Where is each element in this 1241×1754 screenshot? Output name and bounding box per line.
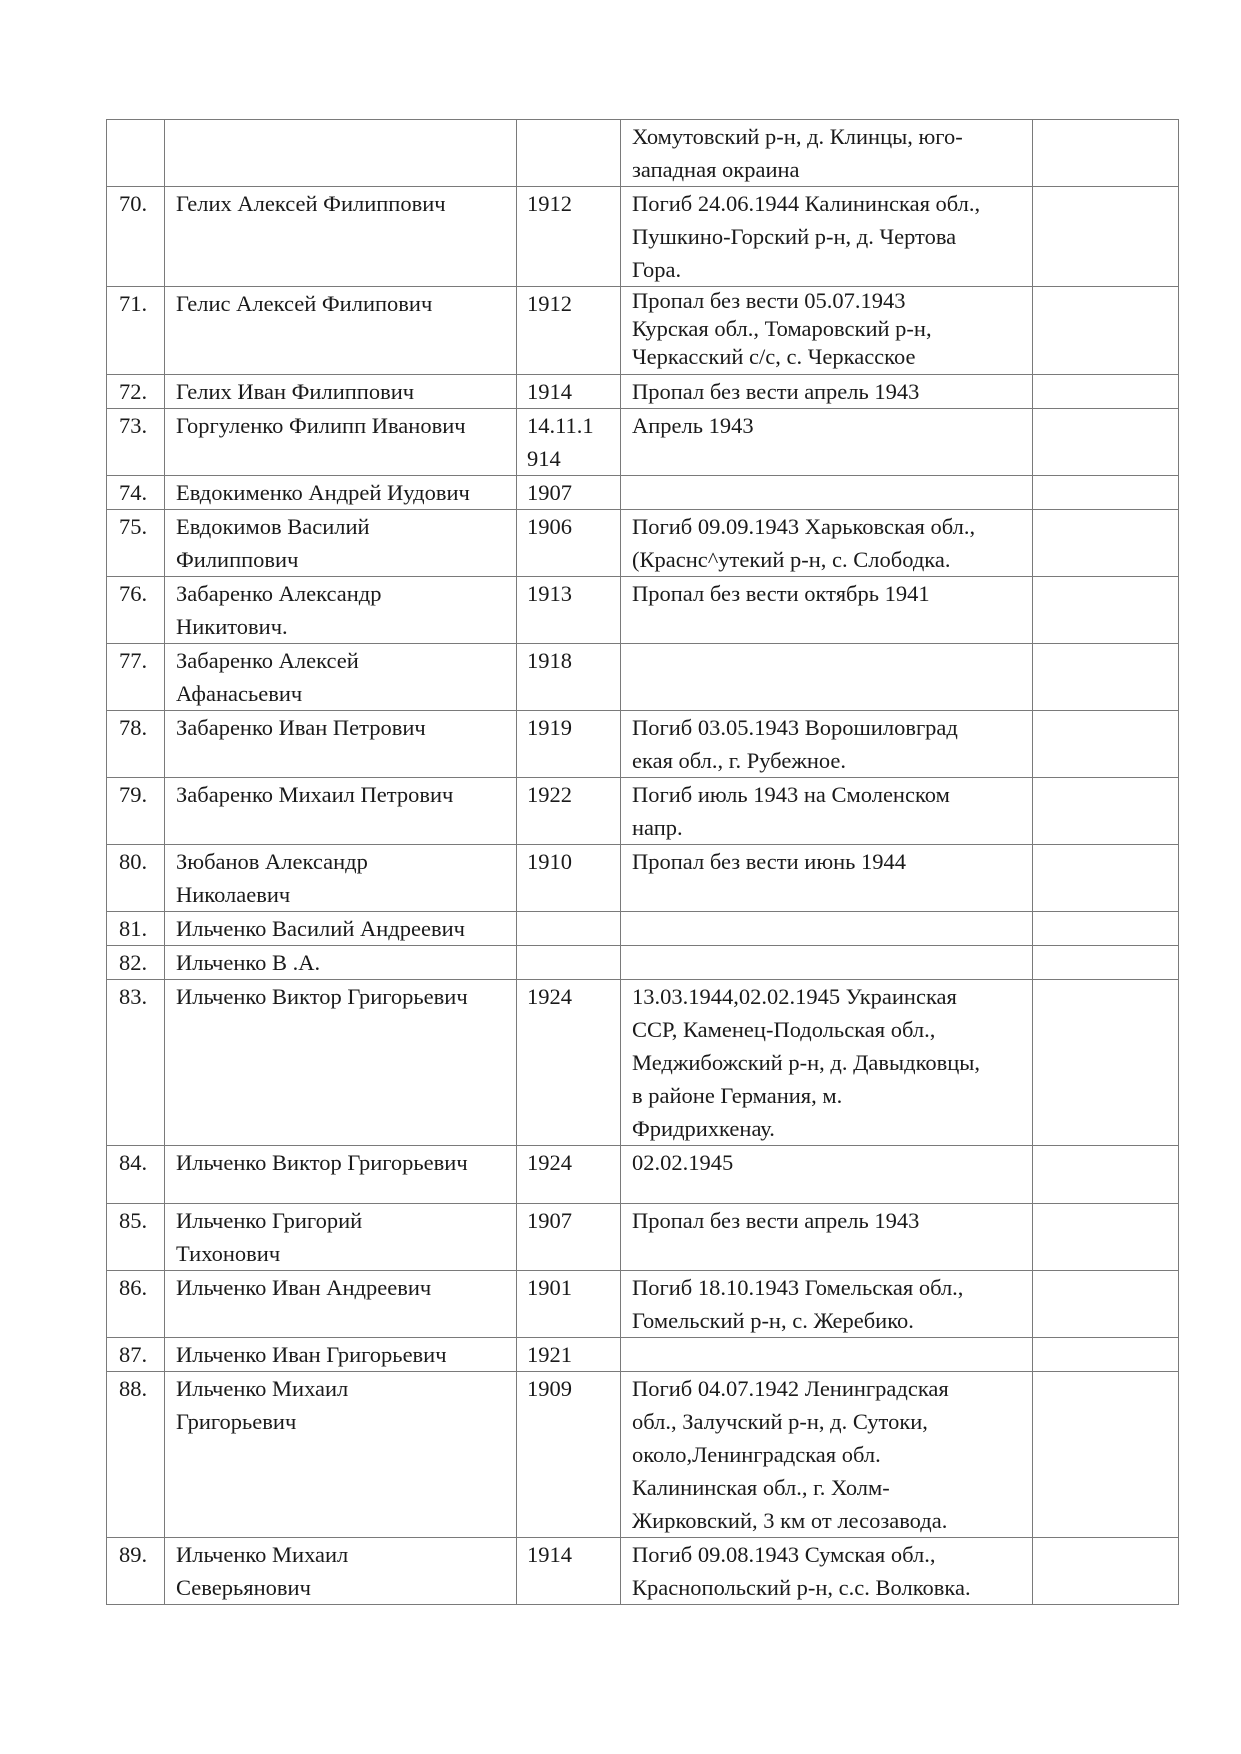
- row-number-cell: 81.: [107, 912, 165, 946]
- table-row: [107, 577, 1179, 644]
- note-cell: [1033, 980, 1179, 1146]
- birth-year-cell: 1907: [517, 1204, 621, 1271]
- full-name-cell: Горгуленко Филипп Иванович: [165, 409, 517, 476]
- note-cell: [1033, 187, 1179, 287]
- birth-year-cell: 14.11.1 914: [517, 409, 621, 476]
- fate-cell: Пропал без вести 05.07.1943 Курская обл., Томаровский р-н, Черкасский с/с, с. Черкасское: [621, 287, 1033, 375]
- table-row: [107, 187, 1179, 287]
- full-name-cell: Ильченко Василий Андреевич: [165, 912, 517, 946]
- note-cell: [1033, 577, 1179, 644]
- row-number-cell: 88.: [107, 1372, 165, 1538]
- birth-year-cell: 1921: [517, 1338, 621, 1372]
- table-row: [107, 476, 1179, 510]
- row-number-cell: 74.: [107, 476, 165, 510]
- table-row: [107, 980, 1179, 1146]
- note-cell: [1033, 1271, 1179, 1338]
- note-cell: [1033, 510, 1179, 577]
- birth-year-cell: 1919: [517, 711, 621, 778]
- row-number-cell: 77.: [107, 644, 165, 711]
- birth-year-cell: 1918: [517, 644, 621, 711]
- fate-cell: Погиб 24.06.1944 Калининская обл., Пушкино-Горский р-н, д. Чертова Гора.: [621, 187, 1033, 287]
- fate-cell: [621, 946, 1033, 980]
- row-number-cell: 76.: [107, 577, 165, 644]
- birth-year-cell: 1914: [517, 375, 621, 409]
- fate-cell: [621, 912, 1033, 946]
- full-name-cell: Забаренко Александр Никитович.: [165, 577, 517, 644]
- fate-cell: Погиб 09.08.1943 Сумская обл., Краснопольский р-н, с.с. Волковка.: [621, 1538, 1033, 1605]
- fate-cell: Пропал без вести июнь 1944: [621, 845, 1033, 912]
- full-name-cell: Забаренко Михаил Петрович: [165, 778, 517, 845]
- row-number-cell: 86.: [107, 1271, 165, 1338]
- full-name-cell: Ильченко Иван Григорьевич: [165, 1338, 517, 1372]
- full-name-cell: Забаренко Иван Петрович: [165, 711, 517, 778]
- table-row: [107, 409, 1179, 476]
- note-cell: [1033, 946, 1179, 980]
- note-cell: [1033, 711, 1179, 778]
- note-cell: [1033, 476, 1179, 510]
- table-row: [107, 375, 1179, 409]
- full-name-cell: Гелис Алексей Филипович: [165, 287, 517, 375]
- table-row: [107, 644, 1179, 711]
- full-name-cell: [165, 120, 517, 187]
- note-cell: [1033, 845, 1179, 912]
- birth-year-cell: 1901: [517, 1271, 621, 1338]
- table-row: [107, 120, 1179, 187]
- fate-cell: Пропал без вести апрель 1943: [621, 1204, 1033, 1271]
- birth-year-cell: 1924: [517, 1146, 621, 1204]
- fate-cell: [621, 644, 1033, 711]
- table-row: [107, 845, 1179, 912]
- fate-cell: Погиб 18.10.1943 Гомельская обл., Гомельский р-н, с. Жеребико.: [621, 1271, 1033, 1338]
- table-row: [107, 1538, 1179, 1605]
- note-cell: [1033, 409, 1179, 476]
- casualty-table: [106, 119, 1179, 1605]
- full-name-cell: Ильченко Виктор Григорьевич: [165, 1146, 517, 1204]
- note-cell: [1033, 1338, 1179, 1372]
- row-number-cell: 70.: [107, 187, 165, 287]
- note-cell: [1033, 375, 1179, 409]
- full-name-cell: Ильченко Иван Андреевич: [165, 1271, 517, 1338]
- fate-cell: Погиб июль 1943 на Смоленском напр.: [621, 778, 1033, 845]
- full-name-cell: Ильченко Михаил Григорьевич: [165, 1372, 517, 1538]
- note-cell: [1033, 1538, 1179, 1605]
- full-name-cell: Ильченко Виктор Григорьевич: [165, 980, 517, 1146]
- table-row: [107, 1372, 1179, 1538]
- fate-cell: Хомутовский р-н, д. Клинцы, юго- западная окраина: [621, 120, 1033, 187]
- birth-year-cell: 1906: [517, 510, 621, 577]
- full-name-cell: Зюбанов Александр Николаевич: [165, 845, 517, 912]
- row-number-cell: 87.: [107, 1338, 165, 1372]
- note-cell: [1033, 287, 1179, 375]
- birth-year-cell: [517, 912, 621, 946]
- fate-cell: Пропал без вести апрель 1943: [621, 375, 1033, 409]
- full-name-cell: Евдокимов Василий Филиппович: [165, 510, 517, 577]
- fate-cell: Погиб 04.07.1942 Ленинградская обл., Залучский р-н, д. Сутоки, около,Ленинградская обл. Калининская обл., г. Холм- Жирковский, 3 км от лесозавода.: [621, 1372, 1033, 1538]
- full-name-cell: Евдокименко Андрей Иудович: [165, 476, 517, 510]
- fate-cell: [621, 1338, 1033, 1372]
- birth-year-cell: [517, 120, 621, 187]
- birth-year-cell: 1909: [517, 1372, 621, 1538]
- table-row: [107, 1271, 1179, 1338]
- row-number-cell: 73.: [107, 409, 165, 476]
- table-row: [107, 778, 1179, 845]
- table-row: [107, 287, 1179, 375]
- birth-year-cell: [517, 946, 621, 980]
- fate-cell: Апрель 1943: [621, 409, 1033, 476]
- note-cell: [1033, 1204, 1179, 1271]
- row-number-cell: 82.: [107, 946, 165, 980]
- note-cell: [1033, 1146, 1179, 1204]
- fate-cell: 13.03.1944,02.02.1945 Украинская ССР, Каменец-Подольская обл., Меджибожский р-н, д. Давыдковцы, в районе Германия, м. Фридрихкенау.: [621, 980, 1033, 1146]
- row-number-cell: 78.: [107, 711, 165, 778]
- row-number-cell: 71.: [107, 287, 165, 375]
- fate-cell: Пропал без вести октябрь 1941: [621, 577, 1033, 644]
- row-number-cell: 85.: [107, 1204, 165, 1271]
- fate-cell: Погиб 03.05.1943 Ворошиловград екая обл., г. Рубежное.: [621, 711, 1033, 778]
- row-number-cell: 79.: [107, 778, 165, 845]
- fate-cell: Погиб 09.09.1943 Харьковская обл., (Краснс^утекий р-н, с. Слободка.: [621, 510, 1033, 577]
- full-name-cell: Забаренко Алексей Афанасьевич: [165, 644, 517, 711]
- table-row: [107, 711, 1179, 778]
- row-number-cell: 89.: [107, 1538, 165, 1605]
- birth-year-cell: 1914: [517, 1538, 621, 1605]
- row-number-cell: 84.: [107, 1146, 165, 1204]
- row-number-cell: 83.: [107, 980, 165, 1146]
- table-row: [107, 1338, 1179, 1372]
- full-name-cell: Гелих Алексей Филиппович: [165, 187, 517, 287]
- birth-year-cell: 1907: [517, 476, 621, 510]
- birth-year-cell: 1924: [517, 980, 621, 1146]
- birth-year-cell: 1910: [517, 845, 621, 912]
- full-name-cell: Ильченко В .А.: [165, 946, 517, 980]
- birth-year-cell: 1912: [517, 287, 621, 375]
- birth-year-cell: 1913: [517, 577, 621, 644]
- fate-cell: [621, 476, 1033, 510]
- note-cell: [1033, 1372, 1179, 1538]
- full-name-cell: Ильченко Григорий Тихонович: [165, 1204, 517, 1271]
- row-number-cell: 72.: [107, 375, 165, 409]
- table-row: [107, 912, 1179, 946]
- note-cell: [1033, 778, 1179, 845]
- note-cell: [1033, 120, 1179, 187]
- row-number-cell: [107, 120, 165, 187]
- table-row: [107, 1204, 1179, 1271]
- birth-year-cell: 1922: [517, 778, 621, 845]
- fate-cell: 02.02.1945: [621, 1146, 1033, 1204]
- table-row: [107, 1146, 1179, 1204]
- note-cell: [1033, 644, 1179, 711]
- full-name-cell: Ильченко Михаил Северьянович: [165, 1538, 517, 1605]
- row-number-cell: 75.: [107, 510, 165, 577]
- table-row: [107, 510, 1179, 577]
- note-cell: [1033, 912, 1179, 946]
- birth-year-cell: 1912: [517, 187, 621, 287]
- full-name-cell: Гелих Иван Филиппович: [165, 375, 517, 409]
- table-row: [107, 946, 1179, 980]
- row-number-cell: 80.: [107, 845, 165, 912]
